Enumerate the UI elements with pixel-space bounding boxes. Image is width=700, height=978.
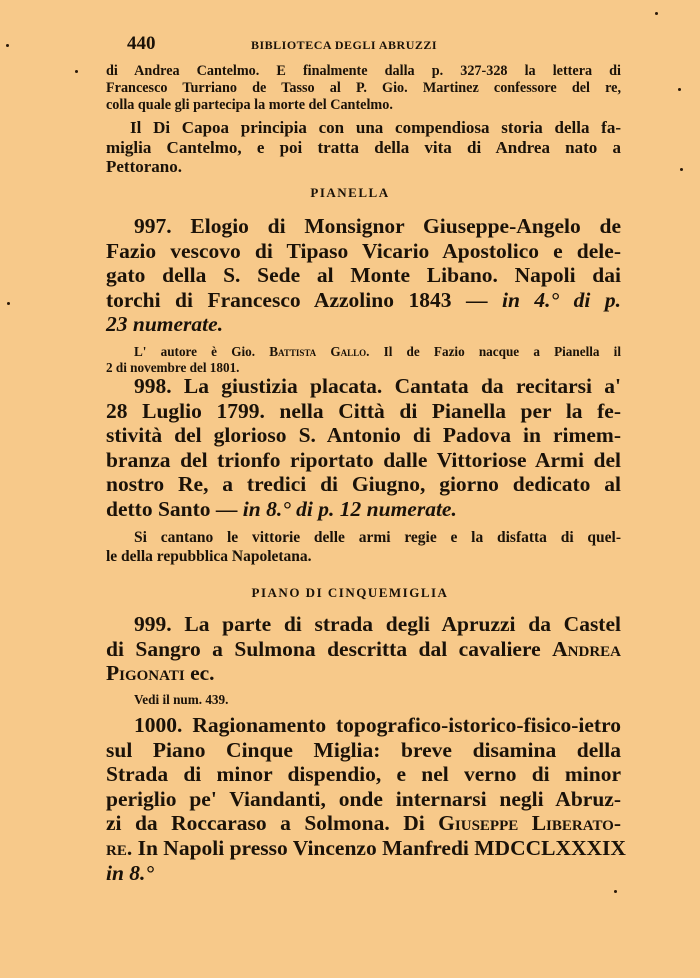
text-run: ec. <box>184 661 215 686</box>
continued-note <box>106 63 621 114</box>
text-line: 997. Elogio di Monsignor Giuseppe-Angelo de <box>134 214 621 238</box>
text-line: Il Di Capoa principia con una compendiosa storia della fa- <box>130 118 621 137</box>
text-line: sul Piano Cinque Miglia: breve disamina della <box>106 737 621 762</box>
section-heading-pianella: PIANELLA <box>310 185 390 200</box>
text-line <box>106 344 621 360</box>
format-note: in 4.° di p. <box>501 287 621 312</box>
scan-speck <box>7 302 10 305</box>
text-run: di Sangro a Sulmona descritta dal cavaliere <box>106 636 553 661</box>
text-line <box>106 288 621 313</box>
running-title: BIBLIOTECA DEGLI ABRUZZI <box>251 38 438 52</box>
text-line: di Andrea Cantelmo. E finalmente dalla p. 327-328 la lettera di <box>106 63 621 79</box>
text-run: detto Santo — <box>106 496 243 521</box>
text-line: Francesco Turriano de Tasso al P. Gio. Martinez confessore del re, <box>106 80 621 96</box>
text-line: Fazio vescovo di Tipaso Vicario Apostolico e dele- <box>106 238 621 263</box>
note-998 <box>106 528 621 566</box>
text-line: Pettorano. <box>106 157 183 176</box>
scan-speck <box>75 70 78 73</box>
entry-998 <box>106 374 621 522</box>
text-line <box>106 811 621 836</box>
text-line <box>106 637 621 662</box>
scan-speck <box>655 12 658 15</box>
text-run: zi da Roccaraso a Solmona. Di <box>106 811 439 836</box>
scan-speck <box>6 44 9 47</box>
entry-999 <box>106 612 621 686</box>
continued-paragraph <box>106 118 621 177</box>
page-number: 440 <box>127 33 156 54</box>
text-line: 23 numerate. <box>106 312 224 337</box>
section-heading-piano-di-cinquemiglia: PIANO DI CINQUEMIGLIA <box>251 585 449 600</box>
text-line: stività del glorioso S. Antonio di Padova in rimem- <box>106 423 621 448</box>
text-line: 28 Luglio 1799. nella Città di Pianella per la fe- <box>106 398 621 423</box>
text-line: 2 di novembre del 1801. <box>106 359 240 375</box>
scan-speck <box>680 168 683 171</box>
text-run: L' autore è Gio. <box>134 344 270 359</box>
text-line: Strada di minor dispendio, e nel verno di minor <box>106 762 621 787</box>
text-line: branza del trionfo riportato dalle Vittoriose Armi del <box>106 447 621 472</box>
page-header <box>120 33 480 59</box>
author-name: re <box>106 835 127 860</box>
text-run: . Il de Fazio nacque a Pianella il <box>366 344 622 359</box>
text-line <box>106 497 621 522</box>
scan-speck <box>678 88 681 91</box>
see-reference <box>106 692 621 708</box>
author-name: Giuseppe Liberato- <box>438 811 622 836</box>
text-line: le della repubblica Napoletana. <box>106 548 312 565</box>
text-line: in 8.° <box>106 860 155 885</box>
text-run: torchi di Francesco Azzolino 1843 — <box>106 287 502 312</box>
text-line: miglia Cantelmo, e poi tratta della vita di Andrea nato a <box>106 137 621 157</box>
scan-speck <box>614 890 617 893</box>
author-name: Andrea <box>552 636 621 661</box>
entry-997 <box>106 214 621 337</box>
text-line: nostro Re, a tredici di Giugno, giorno dedicato al <box>106 472 621 497</box>
text-line: gato della S. Sede al Monte Libano. Napoli dai <box>106 263 621 288</box>
text-line: Si cantano le vittorie delle armi regie e la disfatta di quel- <box>134 529 621 546</box>
author-name: Battista Gallo <box>269 344 367 359</box>
note-997 <box>106 344 621 375</box>
text-line: colla quale gli partecipa la morte del Cantelmo. <box>106 97 393 113</box>
text-line <box>106 661 621 686</box>
author-name: Pigonati <box>106 661 185 686</box>
text-line <box>106 835 626 861</box>
text-line: periglio pe' Viandanti, onde internarsi negli Abruz- <box>106 786 621 811</box>
text-line: Vedi il num. 439. <box>134 692 229 707</box>
format-note: in 8.° di p. 12 numerate. <box>242 496 457 521</box>
text-line: 999. La parte di strada degli Apruzzi da Castel <box>134 612 621 636</box>
text-line: 998. La giustizia placata. Cantata da recitarsi a' <box>134 374 621 398</box>
entry-1000 <box>106 713 626 885</box>
text-line: 1000. Ragionamento topografico-istorico-fisico-ietro <box>134 713 621 737</box>
text-run: . In Napoli presso Vincenzo Manfredi MDCCLXXXIX <box>126 835 626 860</box>
